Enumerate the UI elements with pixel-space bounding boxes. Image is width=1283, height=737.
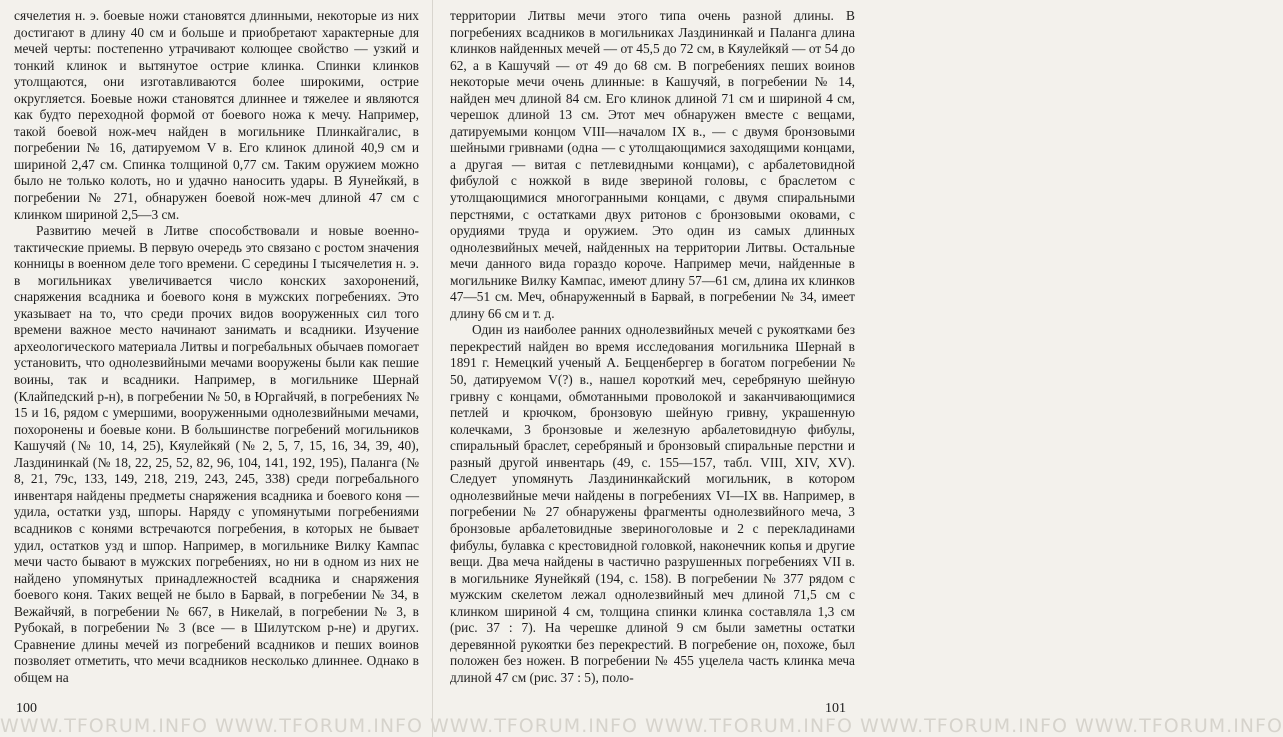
paragraph: Один из наиболее ранних однолезвийных мечей с рукоятками без перекрестий найден во время исследования могильника Шернай в 1891 г. Немецкий ученый А. Бецценбергер в богатом погребении № 50, датируемом V(?) в., нашел короткий меч, серебряную шейную гривну с концами, обмотанными проволокой и заканчивающимися петлей и крючком, бронзовую шейную гривну, украшенную колечками, 3 бронзовые и железную арбалетовидную фибулы, спиральный браслет, серебряный и бронзовый спиральные перстни и разный другой инвентарь (49, с. 155—157, табл. VIII, XIV, XV). Следует упомянуть Лаздининкайский могильник, в котором однолезвийные мечи найдены в погребениях VI—IX вв. Например, в погребении № 27 обнаружены фрагменты однолезвийного меча, 3 бронзовые арбалетовидные звериноголовые и 2 с перекладинами фибулы, булавка с крестовидной головкой, наконечник копья и другие вещи. Два меча найдены в частично разрушенных погребениях VII в. в могильнике Яунейкяй (194, с. 158). В погребении № 377 рядом с мужским скелетом лежал однолезвийный меч длиной 71,5 см с клинком шириной 4 см, толщина спинки клинка составляла 1,3 см (рис. 37 : 7). На черешке длиной 9 см были заметны остатки деревянной рукоятки без перекрестий. В погребение он, похоже, был положен без ножен. В погребении № 455 уцелела часть клинка меча длиной 47 см (рис. 37 : 5), поло- [450, 322, 855, 685]
paragraph: сячелетия н. э. боевые ножи становятся длинными, некоторые из них достигают в длину 40 см и больше и приобретают характерные для мечей черты: постепенно утрачивают колющее свойство — узкий и тонкий клинок и вытянутое острие клинка. Спинки клинков утолщаются, они изготавливаются более широкими, острие округляется. Боевые ножи становятся длиннее и тяжелее и являются как будто переходной формой от боевого ножа к мечу. Например, такой боевой нож-меч найден в могильнике Плинкайгалис, в погребении № 16, датируемом V в. Его клинок длиной 40,9 см и шириной 2,47 см. Спинка толщиной 0,77 см. Таким оружием можно было не только колоть, но и удачно наносить удары. В Яунейкяй, в погребении № 271, обнаружен боевой нож-меч длиной 47 см с клинком шириной 2,5—3 см. [14, 8, 419, 222]
watermark: WWW.TFORUM.INFO WWW.TFORUM.INFO WWW.TFORUM.INFO WWW.TFORUM.INFO WWW.TFORUM.INFO WWW.TFORUM.INFO [0, 715, 1283, 737]
page-number: 101 [825, 701, 846, 716]
page-number: 100 [16, 701, 37, 716]
left-page [0, 0, 433, 737]
right-text-column [450, 8, 855, 686]
right-page [432, 0, 864, 737]
paragraph: территории Литвы мечи этого типа очень разной длины. В погребениях всадников в могильниках Лаздининкай и Паланга длина клинков найденных мечей — от 45,5 до 72 см, в Кяулейкяй — от 54 до 62, а в Кашучяй — от 49 до 68 см. В погребениях пеших воинов некоторые мечи очень длинные: в Кашучяй, в погребении № 14, найден меч длиной 84 см. Его клинок длиной 71 см и шириной 4 см, черешок длиной 13 см. Этот меч обнаружен вместе с вещами, датируемыми концом VIII—началом IX в., — с двумя бронзовыми шейными гривнами (одна — с утолщающимися заходящими концами, а другая — витая с петлевидными концами), с арбалетовидной фибулой с ножкой в виде звериной головы, с браслетом с утолщающимися многогранными концами, с двумя спиральными перстнями, с остатками двух ритонов с бронзовыми оковами, с орудиями труда и оружием. Это один из самых длинных однолезвийных мечей, найденных на территории Литвы. Остальные мечи данного вида гораздо короче. Например мечи, найденные в могильнике Вилку Кампас, имеют длину 57—61 см, длина их клинков 47—51 см. Меч, обнаруженный в Барвай, в погребении № 34, имеет длину 66 см и т. д. [450, 8, 855, 321]
paragraph: Развитию мечей в Литве способствовали и новые военно-тактические приемы. В первую очередь это связано с ростом значения конницы в военном деле того времени. С середины I тысячелетия н. э. в могильниках увеличивается число конских захоронений, снаряжения всадника и боевого коня в мужских погребениях. Это указывает на то, что среди прочих видов вооруженных сил того времени важное место начинают занимать и всадники. Изучение археологического материала Литвы и погребальных обычаев помогает установить, что однолезвийными мечами вооружены были как пешие воины, так и всадники. Например, в могильнике Шернай (Клайпедский р-н), в погребении № 50, в Юргайчяй, в погребениях № 15 и 16, рядом с умершими, вооруженными однолезвийными мечами, похоронены и боевые кони. В большинстве погребений могильников Кашучяй (№ 10, 14, 25), Кяулейкяй (№ 2, 5, 7, 15, 16, 34, 39, 40), Лаздининкай (№ 18, 22, 25, 52, 82, 96, 104, 141, 192, 195), Паланга (№ 8, 21, 79c, 133, 149, 218, 219, 243, 245, 338) среди погребального инвентаря найдены предметы снаряжения всадника и боевого коня — удила, остатки узд, шпоры. Наряду с упомянутыми погребениями всадников с конями встречаются погребения, в которых не бывает удил, остатков узд и шпор. Например, в могильнике Вилку Кампас мечи часто бывают в мужских погребениях, но ни в одном из них не найдено упомянутых принадлежностей всадника и снаряжения боевого коня. Таких вещей не было в Барвай, в погребении № 34, в Вежайчяй, в погребении № 667, в Никелай, в погребении № 3, в Рубокай, в погребении № 3 (все — в Шилутском р-не) и других. Сравнение длины мечей из погребений всадников и пеших воинов позволяет отметить, что мечи всадников несколько длиннее. Однако в общем на [14, 223, 419, 685]
left-text-column [14, 8, 419, 686]
